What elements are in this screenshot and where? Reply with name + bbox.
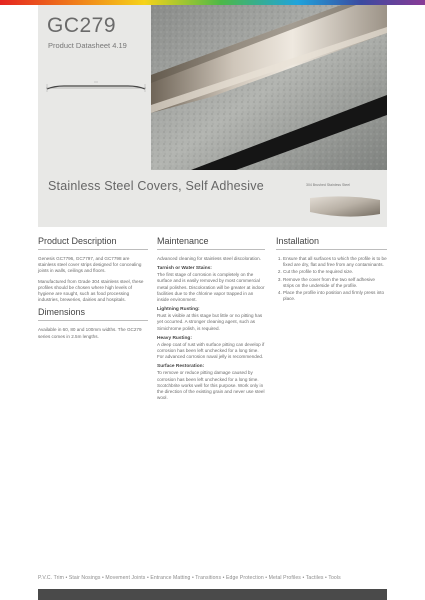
description-column	[38, 236, 148, 344]
installation-step: 2. Cut the profile to the required size.	[283, 269, 387, 275]
maintenance-paragraph: A deep coat of rust with surface pitting can develop if corrosion has been left unchecked for a long time. For advanced corrosion naval jelly is recommended.	[157, 341, 265, 360]
maintenance-subheading: Heavy Rusting:	[157, 335, 192, 341]
installation-step: 4. Place the profile into position and firmly press into place.	[283, 290, 387, 302]
stainless-swatch-image	[306, 190, 384, 227]
installation-step: 1. Ensure that all surfaces to which the profile is to be fixed are dry, flat and free from any contaminants.	[283, 256, 387, 268]
profile-cross-section-drawing	[44, 80, 148, 101]
material-swatch-label: 304 Brushed Stainless Steel	[306, 183, 350, 187]
product-code: GC279	[47, 14, 117, 37]
dimensions-heading: Dimensions	[38, 307, 148, 321]
maintenance-paragraph: The first stage of corrosion is completely on the surface and is easily removed by most commercial metal polishes. Discoloration will be greater at indoor facilities due to the chlorine vapor trapped in an inside environment.	[157, 272, 265, 303]
datasheet-label: Product Datasheet 4.19	[48, 41, 127, 50]
maintenance-paragraph: To remove or reduce pitting damage caused by corrosion has been left unchecked for a long time. Scotchbrite works well for this purpose. Work only in the direction of the existing grain and never use steel wool.	[157, 370, 265, 401]
installation-step: 3. Remove the cover from the two self adhesive strips on the underside of the profile.	[283, 277, 387, 289]
maintenance-heading: Maintenance	[157, 236, 265, 250]
maintenance-subheading: Lightning Rusting:	[157, 307, 200, 313]
maintenance-subheading: Surface Restoration:	[157, 364, 205, 370]
maintenance-subheading: Tarnish or Water Stains:	[157, 266, 212, 272]
description-paragraph: Manufactured from Grade 304 stainless steel, these profiles should be chosen where high levels of hygiene are sought, such as food processing industries, breweries, dairies and hospitals.	[38, 278, 144, 303]
dimensions-paragraph: Available in 60, 80 and 100mm widths. The GC279 series comes in 2.5m lengths.	[38, 327, 142, 339]
maintenance-intro: Advanced cleaning for stainless steel discoloration.	[157, 256, 261, 261]
installation-heading: Installation	[276, 236, 387, 250]
description-heading: Product Description	[38, 236, 148, 250]
maintenance-paragraph: Rust is visible at this stage but little or no pitting has yet occurred. A stronger cleaning agent, such as Simichrome polish, is required.	[157, 313, 263, 331]
product-category-links: P.V.C. Trim • Stair Nosings • Movement Joints • Entrance Matting • Transitions • Edge Protection • Metal Profiles • Tactiles • Tools	[38, 575, 341, 581]
product-range-title: Stainless Steel Covers, Self Adhesive	[48, 179, 264, 193]
installation-column	[276, 236, 387, 303]
footer-bar	[38, 589, 387, 600]
installation-steps	[276, 256, 387, 302]
maintenance-column	[157, 236, 265, 405]
product-photo	[151, 5, 387, 170]
description-paragraph: Genesis GC7796, GC7797, and GC7798 are stainless steel cover strips designed for concealing joints in walls, ceilings and floors.	[38, 256, 142, 274]
